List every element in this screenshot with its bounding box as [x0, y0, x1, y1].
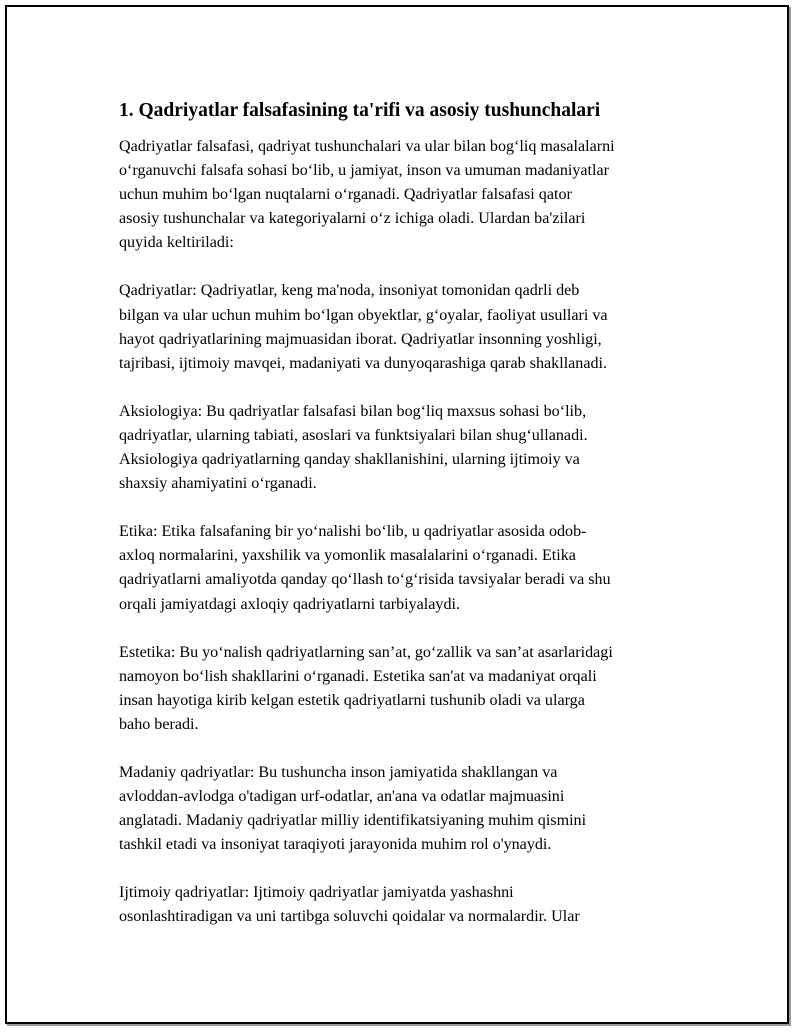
text-line: Ijtimoiy qadriyatlar: Ijtimoiy qadriyatlar jamiyatda yashashni: [119, 884, 514, 902]
text-line: qadriyatlar, ularning tabiati, asoslari va funktsiyalari bilan shug‘ullanadi.: [119, 426, 588, 444]
paragraph-estetika: [119, 641, 699, 737]
text-line: Estetika: Bu yo‘nalish qadriyatlarning san’at, go‘zallik va san’at asarlaridagi: [119, 643, 613, 661]
text-line: o‘rganuvchi falsafa sohasi bo‘lib, u jamiyat, inson va umuman madaniyatlar: [119, 162, 609, 180]
text-line: Etika: Etika falsafaning bir yo‘nalishi bo‘lib, u qadriyatlar asosida odob-: [119, 523, 587, 541]
text-line: Qadriyatlar: Qadriyatlar, keng ma'noda, insoniyat tomonidan qadrli deb: [119, 282, 580, 300]
text-line: Madaniy qadriyatlar: Bu tushuncha inson jamiyatida shakllangan va: [119, 763, 558, 781]
text-line: Qadriyatlar falsafasi, qadriyat tushunchalari va ular bilan bog‘liq masalalarni: [119, 138, 615, 155]
paragraph-intro: [119, 135, 699, 255]
text-line: baho beradi.: [119, 715, 199, 733]
text-line: tashkil etadi va insoniyat taraqiyoti jarayonida muhim rol o'ynaydi.: [119, 836, 552, 854]
text-line: axloq normalarini, yaxshilik va yomonlik masalalarini o‘rganadi. Etika: [119, 547, 576, 565]
text-line: hayot qadriyatlarining majmuasidan iborat. Qadriyatlar insonning yoshligi,: [119, 330, 602, 348]
paragraph-etika: [119, 520, 699, 616]
document-body: [119, 99, 699, 954]
text-line: qadriyatlarni amaliyotda qanday qo‘llash to‘g‘risida tavsiyalar beradi va shu: [119, 571, 611, 589]
text-line: orqali jamiyatdagi axloqiy qadriyatlarni tarbiyalaydi.: [119, 595, 460, 613]
section-heading: 1. Qadriyatlar falsafasining ta'rifi va asosiy tushunchalari: [119, 100, 601, 121]
text-line: avloddan-avlodga o'tadigan urf-odatlar, an'ana va odatlar majmuasini: [119, 788, 565, 806]
paragraph-aksiologiya: [119, 400, 699, 496]
text-line: Aksiologiya qadriyatlarning qanday shakllanishini, ularning ijtimoiy va: [119, 451, 580, 469]
paragraph-ijtimoiy-qadriyatlar: [119, 881, 699, 929]
text-line: asosiy tushunchalar va kategoriyalarni o‘z ichiga oladi. Ulardan ba'zilari: [119, 210, 586, 228]
document-page: [5, 5, 789, 1024]
text-line: namoyon bo‘lish shakllarini o‘rganadi. Estetika san'at va madaniyat orqali: [119, 667, 597, 685]
text-line: anglatadi. Madaniy qadriyatlar milliy identifikatsiyaning muhim qismini: [119, 812, 587, 830]
paragraph-madaniy-qadriyatlar: [119, 761, 699, 857]
paragraph-qadriyatlar: [119, 279, 699, 375]
text-line: uchun muhim bo‘lgan nuqtalarni o‘rganadi. Qadriyatlar falsafasi qator: [119, 186, 572, 204]
text-line: tajribasi, ijtimoiy mavqei, madaniyati va dunyoqarashiga qarab shakllanadi.: [119, 354, 608, 372]
text-line: Aksiologiya: Bu qadriyatlar falsafasi bilan bog‘liq maxsus sohasi bo‘lib,: [119, 402, 587, 420]
text-line: quyida keltiriladi:: [119, 234, 234, 252]
text-line: osonlashtiradigan va uni tartibga soluvchi qoidalar va normalardir. Ular: [119, 908, 580, 926]
text-line: shaxsiy ahamiyatini o‘rganadi.: [119, 475, 317, 493]
text-line: bilgan va ular uchun muhim bo‘lgan obyektlar, g‘oyalar, faoliyat usullari va: [119, 306, 608, 324]
text-line: insan hayotiga kirib kelgan estetik qadriyatlarni tushunib oladi va ularga: [119, 691, 585, 709]
